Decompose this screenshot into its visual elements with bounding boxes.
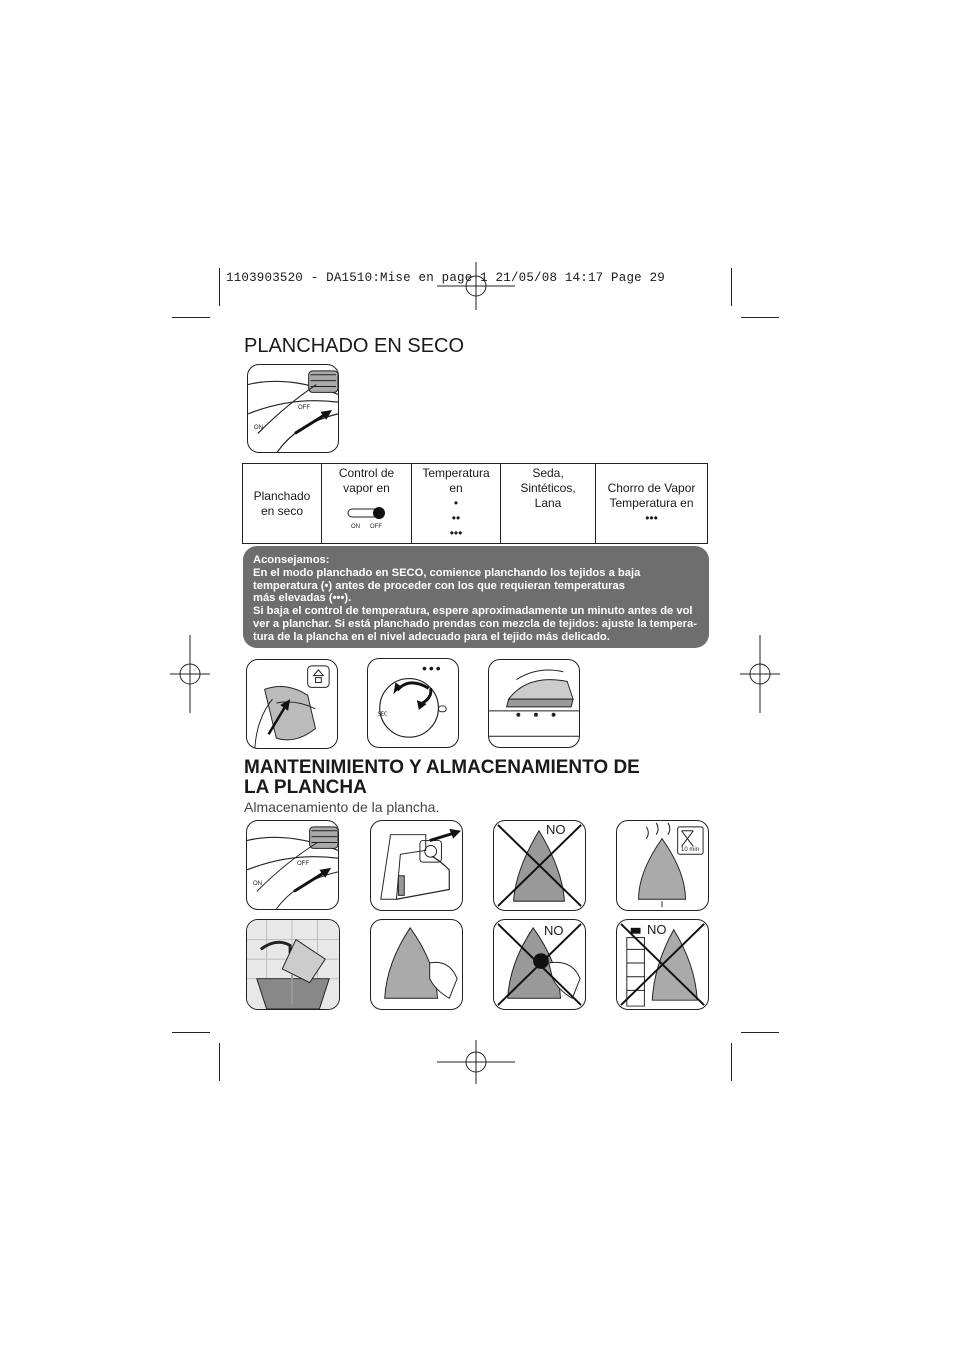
switch-toggle-icon [347, 506, 387, 520]
crop-mark [172, 1032, 210, 1033]
print-slug: 1103903520 - DA1510:Mise en page 1 21/05/08 14:17 Page 29 [226, 271, 665, 285]
switch-off-label: OFF [370, 524, 382, 530]
figure-no-cord-wrap [493, 820, 586, 911]
advice-box [243, 546, 709, 648]
advice-line: más elevadas (•••). [253, 592, 352, 605]
table-cell: Control de vapor en ON OFF [322, 464, 412, 544]
section-subtitle: Almacenamiento de la plancha. [244, 799, 440, 815]
crop-mark [731, 1043, 732, 1081]
registration-mark-left [170, 635, 210, 713]
registration-mark-top [437, 262, 515, 310]
figure-steam-switch [247, 364, 339, 453]
timer-label: 10 min [681, 847, 700, 853]
advice-line: Aconsejamos: [253, 554, 330, 566]
switch-on-label: ON [253, 881, 262, 887]
figure-cool-down [616, 820, 709, 911]
crop-mark [219, 1043, 220, 1081]
table-cell: Temperatura en • •• ••• [412, 464, 501, 544]
crop-mark [741, 317, 779, 318]
registration-mark-right [740, 635, 780, 713]
figure-no-abrasive [493, 919, 586, 1010]
switch-off-label: OFF [298, 405, 310, 411]
crop-mark [219, 268, 220, 306]
table-cell: Planchado en seco [243, 464, 322, 544]
section-title-maintenance: MANTENIMIENTO Y ALMACENAMIENTO DE LA PLANCHA [244, 757, 640, 798]
advice-line: temperatura (•) antes de proceder con los que requieran temperaturas [253, 579, 625, 592]
advice-line: En el modo planchado en SECO, comience planchando los tejidos a baja [253, 566, 641, 579]
no-label: NO [544, 923, 564, 938]
settings-table [242, 463, 708, 544]
figure-unplug [370, 820, 463, 911]
temperature-dots: ••• [422, 660, 443, 676]
figure-switch-off [246, 820, 339, 910]
switch-on-label: ON [254, 425, 263, 431]
advice-line: ver a planchar. Si está planchado prendas con mezcla de tejidos: ajuste la tempera- [253, 617, 697, 630]
no-label: NO [546, 822, 566, 837]
figure-no-chemicals [616, 919, 709, 1010]
table-cell: Chorro de Vapor Temperatura en ••• [596, 464, 708, 544]
advice-line: tura de la plancha en el nivel adecuado para el tejido más delicado. [253, 630, 610, 643]
crop-mark [731, 268, 732, 306]
table-cell: Seda, Sintéticos, Lana [501, 464, 596, 544]
advice-line: Si baja el control de temperatura, espere aproximadamente un minuto antes de vol [253, 605, 693, 618]
crop-mark [172, 317, 210, 318]
switch-off-label: OFF [297, 861, 309, 867]
figure-steam-button [246, 659, 338, 749]
switch-on-label: ON [350, 524, 360, 530]
crop-mark [741, 1032, 779, 1033]
registration-mark-bottom [437, 1040, 515, 1084]
figure-temperature-dial [367, 658, 459, 748]
figure-empty-tank [246, 919, 340, 1010]
section-title-dry-ironing: PLANCHADO EN SECO [244, 335, 465, 357]
figure-iron-on-heel [488, 659, 580, 748]
no-label: NO [647, 922, 667, 937]
figure-clean-soleplate [370, 919, 463, 1010]
svg-text:SEC: SEC [377, 711, 388, 718]
